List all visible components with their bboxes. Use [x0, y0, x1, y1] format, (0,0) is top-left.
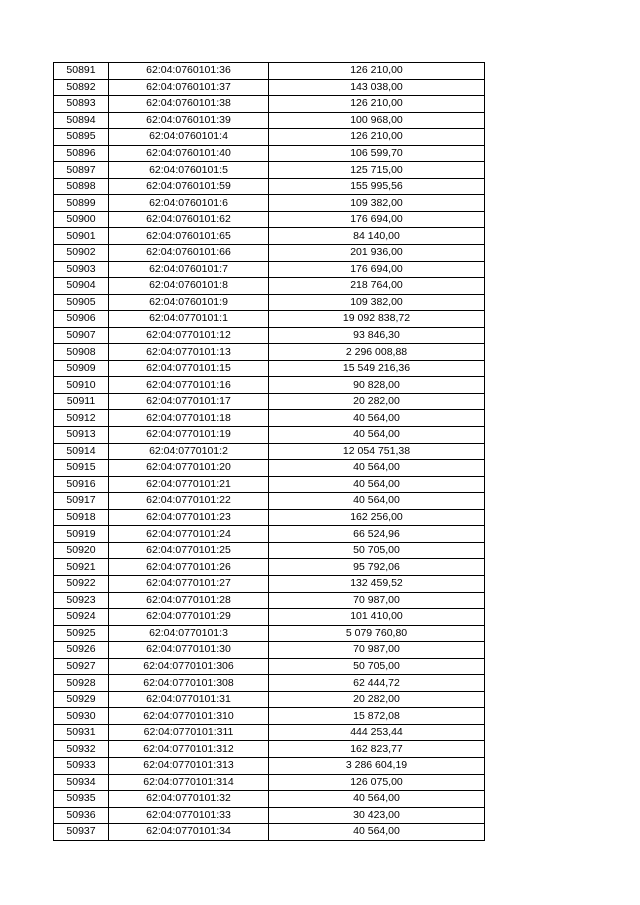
cadastral-number-cell: 62:04:0770101:17 [109, 393, 269, 410]
row-number-cell: 50912 [54, 410, 109, 427]
table-row [54, 526, 485, 543]
cadastral-number-cell: 62:04:0760101:9 [109, 294, 269, 311]
cadastral-number-cell: 62:04:0770101:31 [109, 691, 269, 708]
row-number-cell: 50917 [54, 493, 109, 510]
cadastral-number-cell: 62:04:0770101:16 [109, 377, 269, 394]
cadastral-value-cell: 155 995,56 [269, 178, 485, 195]
cadastral-value-cell: 176 694,00 [269, 211, 485, 228]
cadastral-value-cell: 106 599,70 [269, 145, 485, 162]
row-number-cell: 50928 [54, 675, 109, 692]
table-row [54, 774, 485, 791]
cadastral-value-cell: 95 792,06 [269, 559, 485, 576]
row-number-cell: 50894 [54, 112, 109, 129]
cadastral-value-cell: 132 459,52 [269, 575, 485, 592]
row-number-cell: 50906 [54, 311, 109, 328]
table-row [54, 691, 485, 708]
cadastral-number-cell: 62:04:0770101:28 [109, 592, 269, 609]
table-row [54, 592, 485, 609]
cadastral-number-cell: 62:04:0760101:40 [109, 145, 269, 162]
row-number-cell: 50920 [54, 542, 109, 559]
row-number-cell: 50896 [54, 145, 109, 162]
cadastral-value-cell: 50 705,00 [269, 542, 485, 559]
cadastral-number-cell: 62:04:0760101:62 [109, 211, 269, 228]
row-number-cell: 50932 [54, 741, 109, 758]
cadastral-number-cell: 62:04:0770101:310 [109, 708, 269, 725]
cadastral-number-cell: 62:04:0770101:313 [109, 757, 269, 774]
table-row [54, 63, 485, 80]
row-number-cell: 50908 [54, 344, 109, 361]
cadastral-number-cell: 62:04:0770101:3 [109, 625, 269, 642]
table-row [54, 493, 485, 510]
cadastral-number-cell: 62:04:0770101:312 [109, 741, 269, 758]
cadastral-number-cell: 62:04:0760101:6 [109, 195, 269, 212]
table-row [54, 675, 485, 692]
cadastral-value-cell: 30 423,00 [269, 807, 485, 824]
row-number-cell: 50931 [54, 724, 109, 741]
table-row [54, 112, 485, 129]
row-number-cell: 50925 [54, 625, 109, 642]
cadastral-value-cell: 20 282,00 [269, 691, 485, 708]
table-row [54, 741, 485, 758]
cadastral-number-cell: 62:04:0760101:39 [109, 112, 269, 129]
row-number-cell: 50927 [54, 658, 109, 675]
cadastral-value-cell: 109 382,00 [269, 195, 485, 212]
cadastral-number-cell: 62:04:0760101:38 [109, 96, 269, 113]
cadastral-value-cell: 19 092 838,72 [269, 311, 485, 328]
cadastral-number-cell: 62:04:0770101:23 [109, 509, 269, 526]
row-number-cell: 50923 [54, 592, 109, 609]
table-row [54, 294, 485, 311]
cadastral-value-cell: 40 564,00 [269, 493, 485, 510]
table-row [54, 791, 485, 808]
table-row [54, 658, 485, 675]
table-row [54, 542, 485, 559]
table-row [54, 145, 485, 162]
row-number-cell: 50903 [54, 261, 109, 278]
cadastral-value-cell: 5 079 760,80 [269, 625, 485, 642]
cadastral-number-cell: 62:04:0770101:15 [109, 360, 269, 377]
cadastral-number-cell: 62:04:0770101:30 [109, 642, 269, 659]
cadastral-value-cell: 90 828,00 [269, 377, 485, 394]
cadastral-value-cell: 15 549 216,36 [269, 360, 485, 377]
table-row [54, 79, 485, 96]
cadastral-value-cell: 40 564,00 [269, 427, 485, 444]
cadastral-value-cell: 126 210,00 [269, 129, 485, 146]
cadastral-number-cell: 62:04:0770101:32 [109, 791, 269, 808]
cadastral-value-cell: 218 764,00 [269, 278, 485, 295]
cadastral-value-cell: 100 968,00 [269, 112, 485, 129]
table-row [54, 807, 485, 824]
table-row [54, 559, 485, 576]
table-row [54, 443, 485, 460]
cadastral-number-cell: 62:04:0760101:5 [109, 162, 269, 179]
row-number-cell: 50897 [54, 162, 109, 179]
cadastral-number-cell: 62:04:0760101:8 [109, 278, 269, 295]
table-row [54, 393, 485, 410]
cadastral-number-cell: 62:04:0770101:13 [109, 344, 269, 361]
cadastral-value-cell: 201 936,00 [269, 245, 485, 262]
table-row [54, 278, 485, 295]
row-number-cell: 50934 [54, 774, 109, 791]
cadastral-number-cell: 62:04:0760101:65 [109, 228, 269, 245]
table-row [54, 178, 485, 195]
table-row [54, 824, 485, 841]
cadastral-value-cell: 126 075,00 [269, 774, 485, 791]
cadastral-number-cell: 62:04:0770101:18 [109, 410, 269, 427]
table-row [54, 427, 485, 444]
cadastral-number-cell: 62:04:0770101:19 [109, 427, 269, 444]
row-number-cell: 50899 [54, 195, 109, 212]
row-number-cell: 50898 [54, 178, 109, 195]
row-number-cell: 50930 [54, 708, 109, 725]
cadastral-number-cell: 62:04:0770101:308 [109, 675, 269, 692]
table-row [54, 757, 485, 774]
table-row [54, 245, 485, 262]
table-row [54, 129, 485, 146]
cadastral-number-cell: 62:04:0770101:33 [109, 807, 269, 824]
row-number-cell: 50921 [54, 559, 109, 576]
table-row [54, 360, 485, 377]
cadastral-number-cell: 62:04:0760101:36 [109, 63, 269, 80]
table-row [54, 311, 485, 328]
cadastral-value-cell: 3 286 604,19 [269, 757, 485, 774]
row-number-cell: 50935 [54, 791, 109, 808]
row-number-cell: 50914 [54, 443, 109, 460]
table-row [54, 211, 485, 228]
table-row [54, 609, 485, 626]
cadastral-number-cell: 62:04:0770101:20 [109, 460, 269, 477]
cadastral-value-table [53, 62, 485, 841]
row-number-cell: 50907 [54, 327, 109, 344]
cadastral-number-cell: 62:04:0770101:34 [109, 824, 269, 841]
cadastral-number-cell: 62:04:0770101:24 [109, 526, 269, 543]
cadastral-value-cell: 2 296 008,88 [269, 344, 485, 361]
row-number-cell: 50911 [54, 393, 109, 410]
row-number-cell: 50895 [54, 129, 109, 146]
cadastral-number-cell: 62:04:0770101:25 [109, 542, 269, 559]
cadastral-number-cell: 62:04:0760101:7 [109, 261, 269, 278]
row-number-cell: 50929 [54, 691, 109, 708]
cadastral-value-cell: 40 564,00 [269, 791, 485, 808]
cadastral-value-cell: 40 564,00 [269, 824, 485, 841]
row-number-cell: 50904 [54, 278, 109, 295]
cadastral-value-cell: 70 987,00 [269, 592, 485, 609]
cadastral-number-cell: 62:04:0760101:66 [109, 245, 269, 262]
table-row [54, 476, 485, 493]
cadastral-number-cell: 62:04:0770101:22 [109, 493, 269, 510]
cadastral-value-cell: 50 705,00 [269, 658, 485, 675]
cadastral-value-cell: 66 524,96 [269, 526, 485, 543]
cadastral-value-cell: 84 140,00 [269, 228, 485, 245]
cadastral-number-cell: 62:04:0770101:29 [109, 609, 269, 626]
cadastral-value-cell: 109 382,00 [269, 294, 485, 311]
row-number-cell: 50933 [54, 757, 109, 774]
cadastral-value-cell: 162 256,00 [269, 509, 485, 526]
table-row [54, 327, 485, 344]
table-row [54, 625, 485, 642]
row-number-cell: 50924 [54, 609, 109, 626]
table-row [54, 724, 485, 741]
table-row [54, 162, 485, 179]
cadastral-value-cell: 125 715,00 [269, 162, 485, 179]
cadastral-value-cell: 20 282,00 [269, 393, 485, 410]
cadastral-value-cell: 126 210,00 [269, 96, 485, 113]
table-row [54, 377, 485, 394]
table-row [54, 460, 485, 477]
cadastral-value-cell: 101 410,00 [269, 609, 485, 626]
cadastral-number-cell: 62:04:0760101:37 [109, 79, 269, 96]
cadastral-value-cell: 143 038,00 [269, 79, 485, 96]
row-number-cell: 50919 [54, 526, 109, 543]
cadastral-value-cell: 126 210,00 [269, 63, 485, 80]
cadastral-value-cell: 162 823,77 [269, 741, 485, 758]
cadastral-number-cell: 62:04:0770101:306 [109, 658, 269, 675]
cadastral-value-cell: 40 564,00 [269, 410, 485, 427]
cadastral-value-cell: 40 564,00 [269, 460, 485, 477]
row-number-cell: 50909 [54, 360, 109, 377]
cadastral-value-cell: 40 564,00 [269, 476, 485, 493]
cadastral-number-cell: 62:04:0770101:311 [109, 724, 269, 741]
table-row [54, 344, 485, 361]
row-number-cell: 50926 [54, 642, 109, 659]
cadastral-number-cell: 62:04:0770101:2 [109, 443, 269, 460]
cadastral-number-cell: 62:04:0770101:1 [109, 311, 269, 328]
cadastral-value-cell: 176 694,00 [269, 261, 485, 278]
table-row [54, 575, 485, 592]
row-number-cell: 50916 [54, 476, 109, 493]
row-number-cell: 50900 [54, 211, 109, 228]
table-row [54, 642, 485, 659]
cadastral-number-cell: 62:04:0760101:59 [109, 178, 269, 195]
table-row [54, 509, 485, 526]
cadastral-number-cell: 62:04:0770101:27 [109, 575, 269, 592]
cadastral-number-cell: 62:04:0770101:21 [109, 476, 269, 493]
table-row [54, 195, 485, 212]
cadastral-value-cell: 62 444,72 [269, 675, 485, 692]
cadastral-number-cell: 62:04:0770101:12 [109, 327, 269, 344]
cadastral-value-cell: 70 987,00 [269, 642, 485, 659]
table-row [54, 708, 485, 725]
table-row [54, 410, 485, 427]
cadastral-value-cell: 15 872,08 [269, 708, 485, 725]
row-number-cell: 50936 [54, 807, 109, 824]
cadastral-number-cell: 62:04:0770101:314 [109, 774, 269, 791]
row-number-cell: 50902 [54, 245, 109, 262]
row-number-cell: 50937 [54, 824, 109, 841]
row-number-cell: 50922 [54, 575, 109, 592]
table-body [54, 63, 485, 841]
row-number-cell: 50901 [54, 228, 109, 245]
cadastral-value-cell: 12 054 751,38 [269, 443, 485, 460]
cadastral-value-cell: 444 253,44 [269, 724, 485, 741]
row-number-cell: 50918 [54, 509, 109, 526]
table-row [54, 228, 485, 245]
row-number-cell: 50910 [54, 377, 109, 394]
cadastral-value-cell: 93 846,30 [269, 327, 485, 344]
row-number-cell: 50891 [54, 63, 109, 80]
row-number-cell: 50893 [54, 96, 109, 113]
table-row [54, 261, 485, 278]
row-number-cell: 50905 [54, 294, 109, 311]
row-number-cell: 50913 [54, 427, 109, 444]
cadastral-number-cell: 62:04:0760101:4 [109, 129, 269, 146]
cadastral-number-cell: 62:04:0770101:26 [109, 559, 269, 576]
row-number-cell: 50892 [54, 79, 109, 96]
row-number-cell: 50915 [54, 460, 109, 477]
table-row [54, 96, 485, 113]
